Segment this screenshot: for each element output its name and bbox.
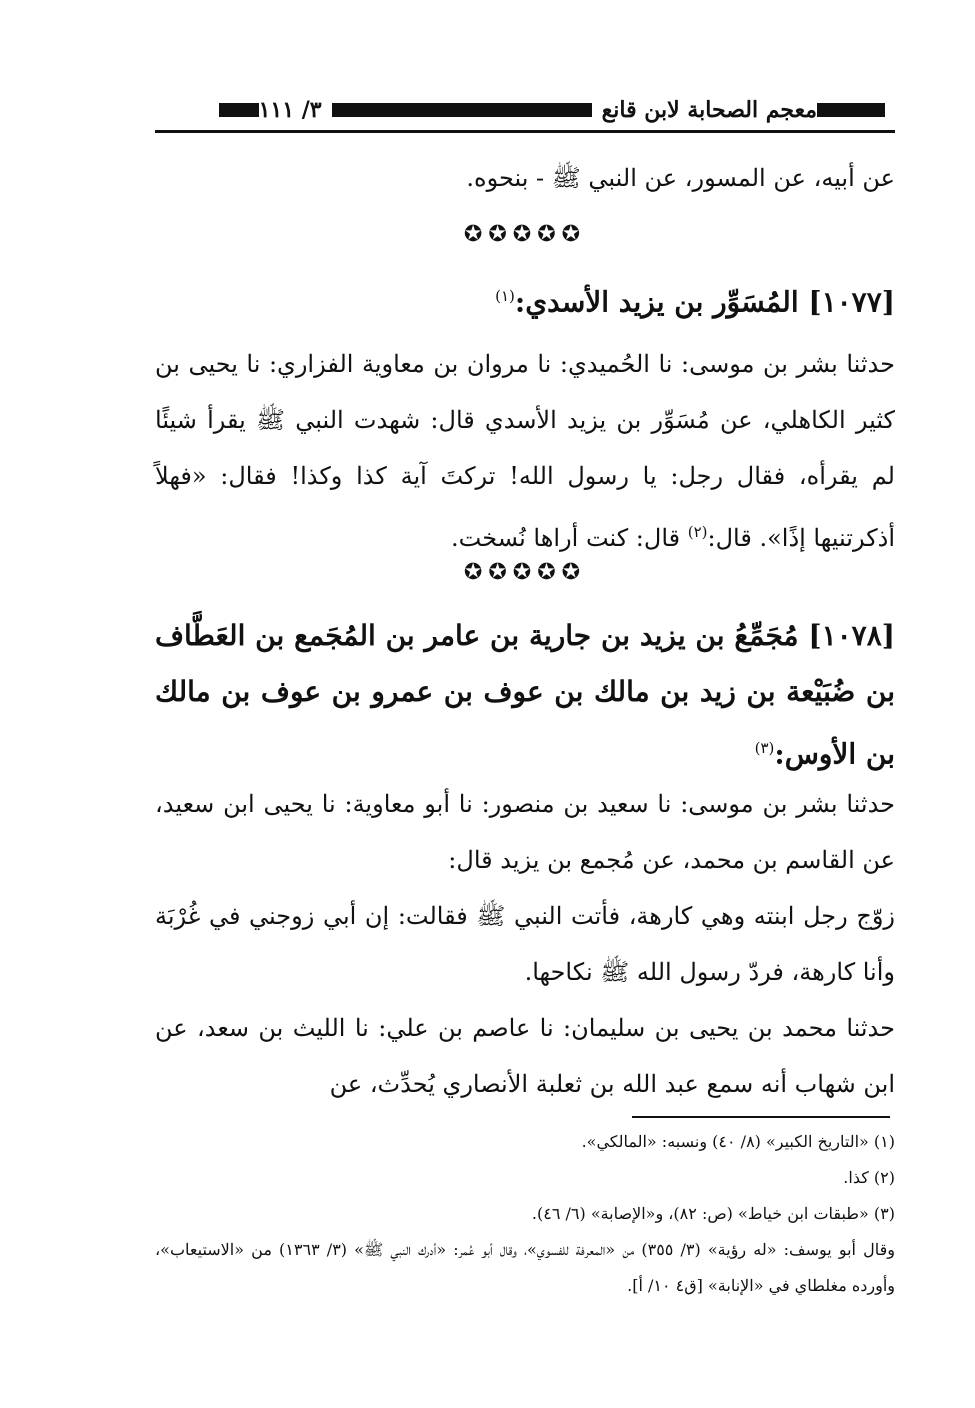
header-bar: [817, 103, 885, 117]
footnote-1: (١) «التاريخ الكبير» (٨/ ٤٠) ونسبه: «المالكي».: [581, 1132, 895, 1151]
footnote-marker: (١): [495, 287, 515, 305]
entry-heading-1077: [155, 268, 895, 330]
running-header: [155, 92, 895, 128]
footnote-2: (٢) كذا.: [843, 1168, 895, 1187]
header-bar: [219, 103, 259, 117]
header-rule: [155, 130, 895, 133]
separator-stars: ✪✪✪✪✪: [463, 560, 587, 585]
footnote-3: (٣) «طبقات ابن خياط» (ص: ٨٢)، و«الإصابة» (٦/ ٤٦).: [531, 1204, 895, 1223]
header-bar: [332, 103, 592, 117]
paragraph: [155, 1000, 895, 1112]
paragraph: [155, 150, 895, 206]
paragraph-text: [155, 336, 895, 566]
paragraph-text: حدثنا بشر بن موسى: نا سعيد بن منصور: نا أبو معاوية: نا يحيى ابن سعيد، عن القاسم بن محمد، عن مُجمع بن يزيد قال:: [155, 790, 895, 874]
entry-title: [١٠٧٧] المُسَوِّر بن يزيد الأسدي:: [514, 285, 895, 319]
footnote-marker: (٢): [687, 523, 708, 541]
separator-stars: ✪✪✪✪✪: [463, 222, 587, 247]
entry-heading-1078: [155, 608, 895, 782]
paragraph-text-tail: قال: كنت أراها نُسخت.: [451, 524, 688, 552]
entry-title: [١٠٧٨] مُجَمِّعُ بن يزيد بن جارية بن عامر بن المُجَمع بن العَطَّاف بن ضُبَيْعة بن زيد بن مالك بن عوف بن عمرو بن عوف بن مالك بن الأوس:: [155, 619, 895, 771]
paragraph-text-main: حدثنا بشر بن موسى: نا الحُميدي: نا مروان بن معاوية الفزاري: نا يحيى بن كثير الكاهلي، عن مُسَوِّر بن يزيد الأسدي قال: شهدت النبي ﷺ يقرأ شيئًا لم يقرأه، فقال رجل: يا رسول الله! تركتَ آية كذا وكذا! فقال: «فهلاً أذكرتنيها إذًا». قال:: [155, 350, 895, 552]
paragraph: [155, 776, 895, 888]
footnote-rule: [632, 1116, 890, 1118]
paragraph: [155, 336, 895, 566]
paragraph-text: عن أبيه، عن المسور، عن النبي ﷺ - بنحوه.: [466, 164, 895, 192]
page-number: ٣/ ١١١: [258, 97, 322, 123]
paragraph: [155, 888, 895, 1000]
paragraph-text: حدثنا محمد بن يحيى بن سليمان: نا عاصم بن علي: نا الليث بن سعد، عن ابن شهاب أنه سمع عبد الله بن ثعلبة الأنصاري يُحدِّث، عن: [155, 1014, 895, 1098]
footnote-marker: (٣): [754, 739, 775, 757]
paragraph-text: زوّج رجل ابنته وهي كارهة، فأتت النبي ﷺ فقالت: إن أبي زوجني في غُرْبَة وأنا كارهة، فردّ رسول الله ﷺ نكاحها.: [155, 902, 895, 986]
book-title: معجم الصحابة لابن قانع: [601, 97, 817, 123]
footnotes: [155, 1124, 895, 1304]
footnote-3-continued: وقال أبو يوسف: «له رؤية» (٣/ ٣٥٥) من «المعرفة للفسوي»، وقال أبو عُمر: «أدرك النبي ﷺ» (٣/ ١٣٦٣) من «الاستيعاب»، وأورده مغلطاي في «الإنابة» [ق٤ ١٠/ أ].: [155, 1240, 896, 1295]
